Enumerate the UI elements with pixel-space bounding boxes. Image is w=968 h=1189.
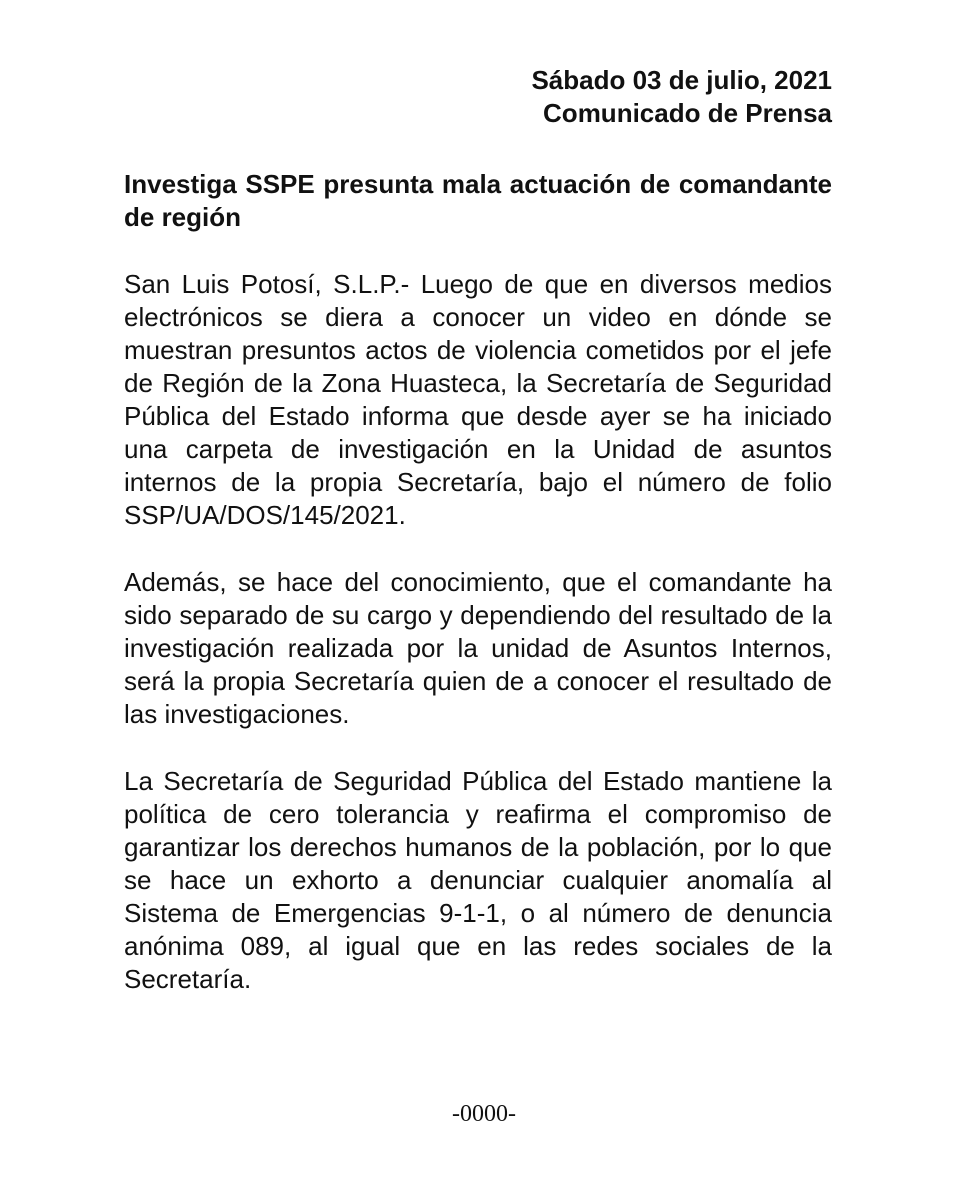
release-date: Sábado 03 de julio, 2021 <box>531 65 832 95</box>
paragraph-3: La Secretaría de Seguridad Pública del Estado mantiene la política de cero tolerancia y reafirma el compromiso de garantizar los derechos humanos de la población, por lo que se hace un exhorto a denunciar cualquier anomalía al Sistema de Emergencias 9-1-1, o al número de denuncia anónima 089, al igual que en las redes sociales de la Secretaría. <box>124 766 832 994</box>
release-type: Comunicado de Prensa <box>543 98 832 128</box>
closing-mark: -0000- <box>452 1101 516 1127</box>
paragraph-2: Además, se hace del conocimiento, que el comandante ha sido separado de su cargo y dependiendo del resultado de la investigación realizada por la unidad de Asuntos Internos, será la propia Secretaría quien de a conocer el resultado de las investigaciones. <box>124 567 832 729</box>
document-body <box>124 64 832 996</box>
paragraph-1: San Luis Potosí, S.L.P.- Luego de que en diversos medios electrónicos se diera a conocer un video en dónde se muestran presuntos actos de violencia cometidos por el jefe de Región de la Zona Huasteca, la Secretaría de Seguridad Pública del Estado informa que desde ayer se ha iniciado una carpeta de investigación en la Unidad de asuntos internos de la propia Secretaría, bajo el número de folio SSP/UA/DOS/145/2021. <box>124 269 832 530</box>
release-header <box>124 64 832 130</box>
headline: Investiga SSPE presunta mala actuación de comandante de región <box>124 169 832 232</box>
